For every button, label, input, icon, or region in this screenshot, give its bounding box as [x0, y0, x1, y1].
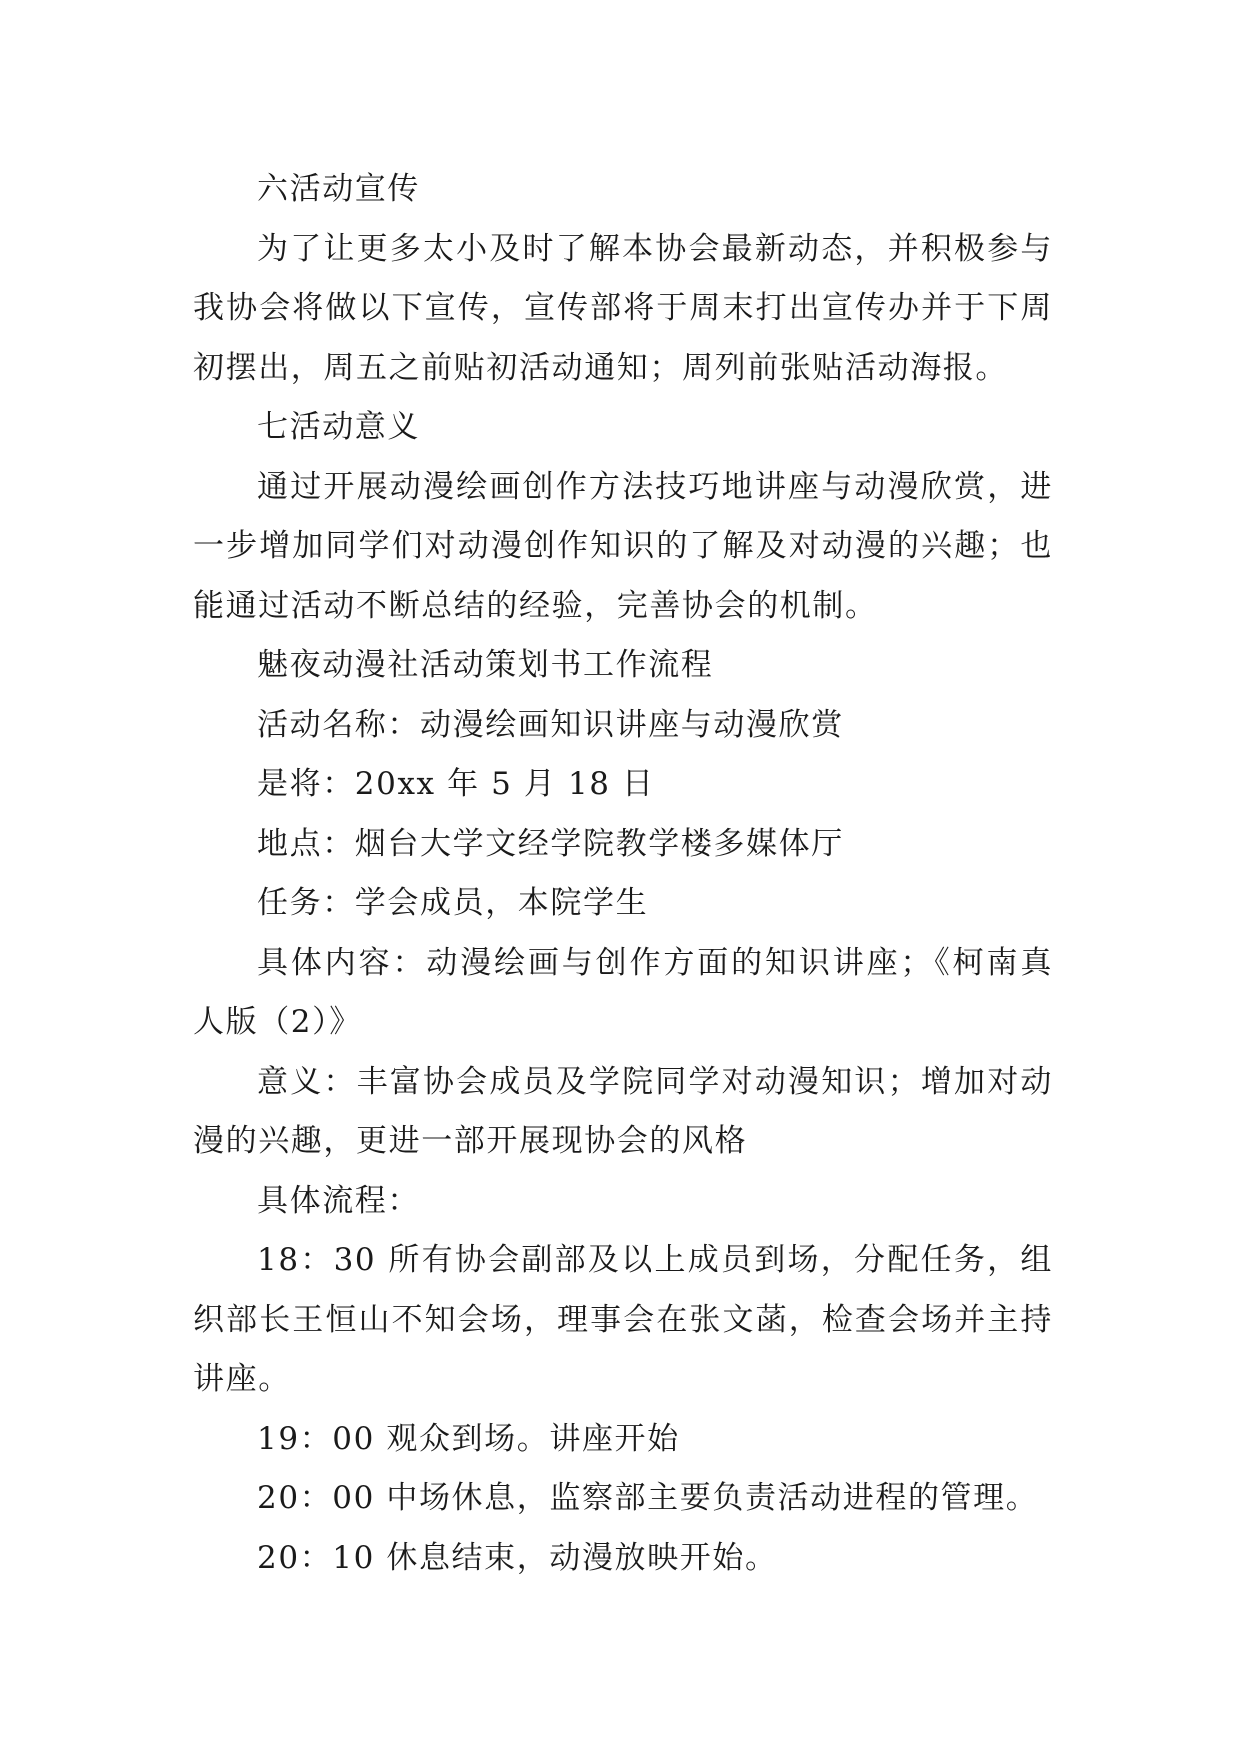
date-line: 是将：20xx 年 5 月 18 日 [257, 766, 655, 802]
location-line: 地点：烟台大学文经学院教学楼多媒体厅 [257, 825, 844, 862]
section-heading-significance: 七活动意义 [257, 409, 420, 445]
process-heading: 具体流程： [257, 1182, 420, 1219]
schedule-item-2000: 20：00 中场休息，监察部主要负责活动进程的管理。 [257, 1480, 1039, 1516]
workflow-title: 魅夜动漫社活动策划书工作流程 [257, 647, 714, 683]
schedule-item-2010: 20：10 休息结束，动漫放映开始。 [257, 1539, 778, 1576]
significance-paragraph: 通过开展动漫绘画创作方法技巧地讲座与动漫欣赏，进一步增加同学们对动漫创作知识的了解及对动漫的兴趣；也能通过活动不断总结的经验，完善协会的机制。 [193, 468, 1053, 624]
schedule-item-1830: 18：30 所有协会副部及以上成员到场，分配任务，组织部长王恒山不知会场，理事会在张文菡，检查会场并主持讲座。 [193, 1242, 1053, 1397]
activity-name-line: 活动名称：动漫绘画知识讲座与动漫欣赏 [257, 706, 844, 743]
task-line: 任务：学会成员，本院学生 [257, 885, 649, 921]
meaning-line: 意义：丰富协会成员及学院同学对动漫知识；增加对动漫的兴趣，更进一部开展现协会的风格 [193, 1063, 1053, 1159]
content-line: 具体内容：动漫绘画与创作方面的知识讲座；《柯南真人版（2）》 [193, 944, 1053, 1040]
schedule-item-1900: 19：00 观众到场。讲座开始 [257, 1420, 680, 1457]
section-heading-publicity: 六活动宣传 [257, 171, 420, 207]
publicity-paragraph: 为了让更多太小及时了解本协会最新动态，并积极参与我协会将做以下宣传，宣传部将于周末打出宣传办并于下周初摆出，周五之前贴初活动通知；周列前张贴活动海报。 [193, 230, 1053, 386]
document-body [193, 160, 1053, 1588]
